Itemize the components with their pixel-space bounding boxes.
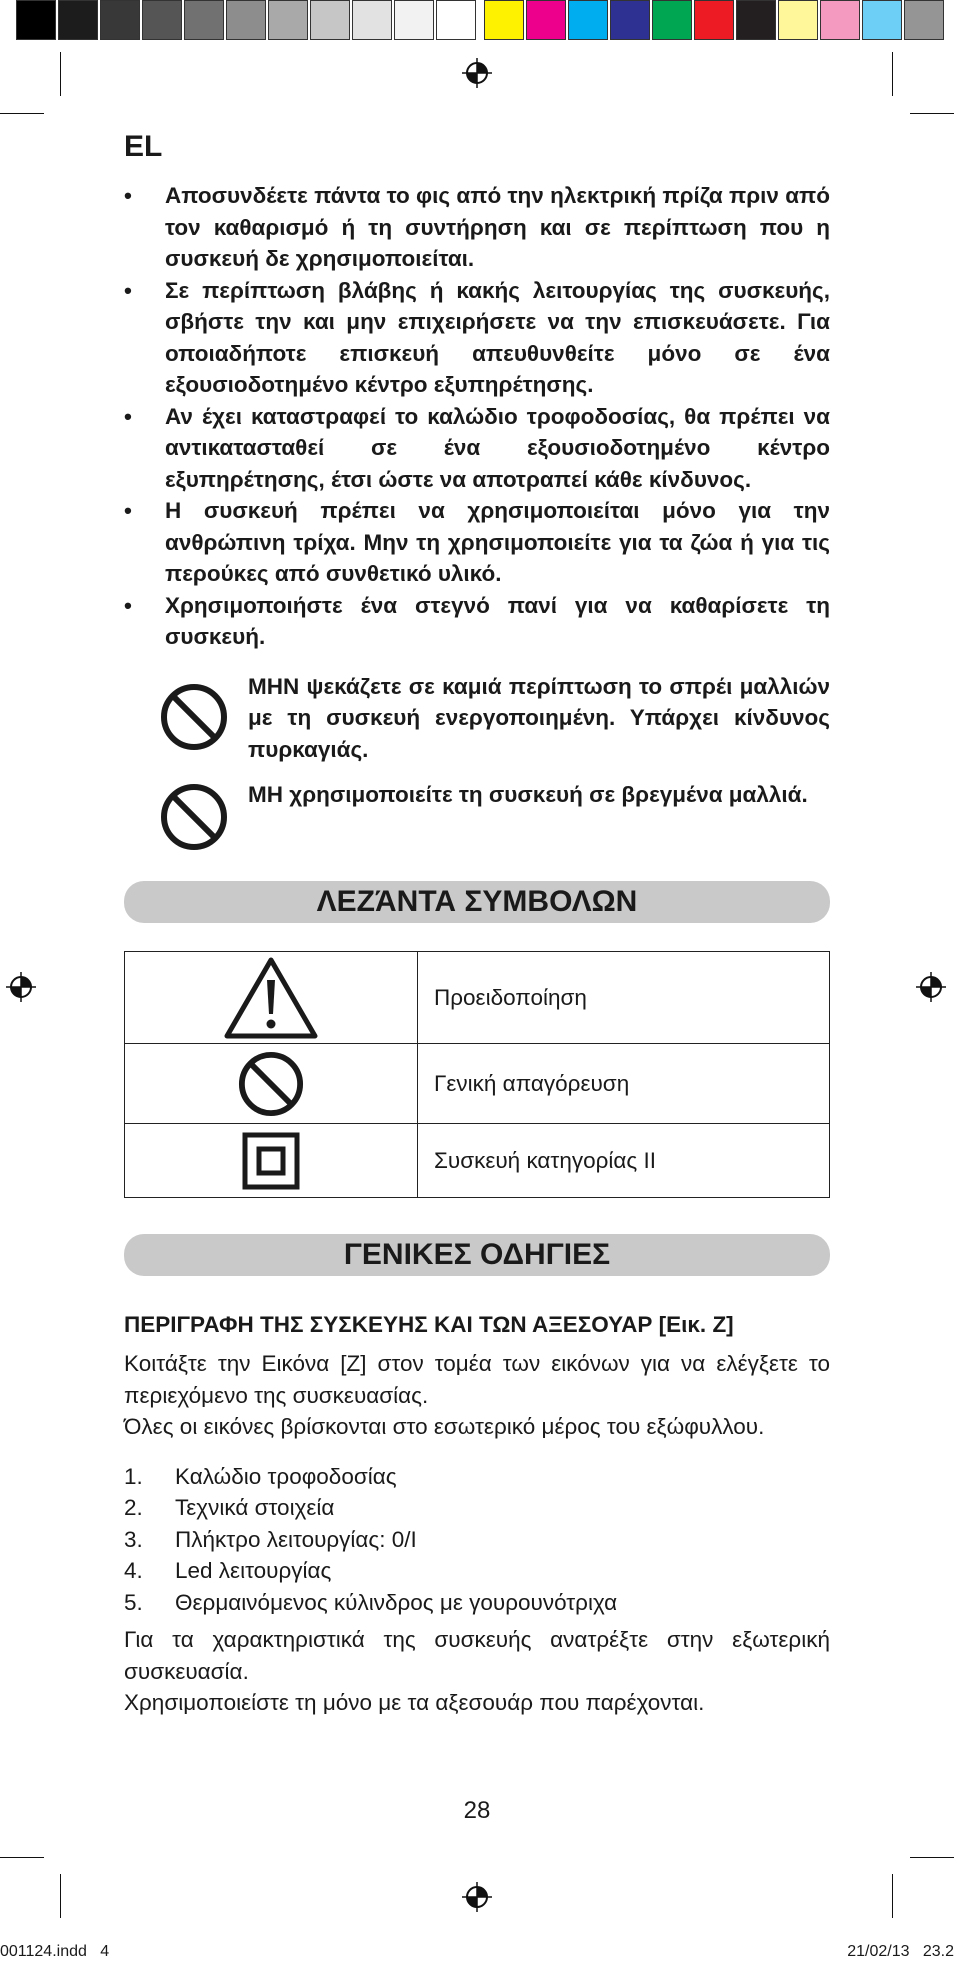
- list-number: 5.: [124, 1589, 143, 1615]
- crop-mark: [892, 1874, 893, 1918]
- color-swatch: [394, 0, 434, 40]
- table-row: [125, 952, 830, 1044]
- section-title-symbols: ΛΕΖΆΝΤΑ ΣΥΜΒΟΛΩΝ: [124, 881, 830, 923]
- list-item: [124, 1587, 830, 1619]
- prohibition-icon: [160, 783, 228, 851]
- color-swatch: [526, 0, 566, 40]
- color-swatch: [268, 0, 308, 40]
- bullet-item: • Αν έχει καταστραφεί το καλώδιο τροφοδοσίας, θα πρέπει να αντικατασταθεί σε ένα εξουσιοδοτημένο κέντρο εξυπηρέτησης, έτσι ώστε να αποτραπεί κάθε κίνδυνος.: [124, 401, 830, 496]
- color-swatch: [16, 0, 56, 40]
- list-text: Θερμαινόμενος κύλινδρος με γουρουνότριχα: [175, 1589, 618, 1615]
- bullet-item: • Η συσκευή πρέπει να χρησιμοποιείται μόνο για την ανθρώπινη τρίχα. Μην τη χρησιμοποιείτε για τα ζώα ή για τις περούκες από συνθετικό υλικό.: [124, 495, 830, 590]
- section-title-general: ΓΕΝΙΚΕΣ ΟΔΗΓΙΕΣ: [124, 1234, 830, 1276]
- warning-text: ΜΗΝ ψεκάζετε σε καμιά περίπτωση το σπρέι μαλλιών με τη συσκευή ενεργοποιημένη. Υπάρχει κίνδυνος πυρκαγιάς.: [248, 673, 830, 762]
- color-swatch: [184, 0, 224, 40]
- registration-mark-icon: [6, 972, 36, 1002]
- list-number: 1.: [124, 1463, 143, 1489]
- symbol-description: Συσκευή κατηγορίας II: [418, 1124, 830, 1198]
- bullet-item: • Χρησιμοποιήστε ένα στεγνό πανί για να καθαρίσετε τη συσκευή.: [124, 590, 830, 653]
- bullet-item: • Σε περίπτωση βλάβης ή κακής λειτουργίας της συσκευής, σβήστε την και μην επιχειρήσετε να την επισκευάσετε. Για οποιαδήποτε επισκευή απευθυνθείτε μόνο σε ένα εξουσιοδοτημένο κέντρο εξυπηρέτησης.: [124, 275, 830, 401]
- color-swatch: [820, 0, 860, 40]
- paragraph: Για τα χαρακτηριστικά της συσκευής ανατρέξτε στην εξωτερική συσκευασία.: [124, 1627, 830, 1684]
- prohibition-icon: [238, 1051, 304, 1117]
- list-item: [124, 1492, 830, 1524]
- registration-mark-icon: [916, 972, 946, 1002]
- paragraph: Χρησιμοποιείστε τη μόνο με τα αξεσουάρ που παρέχονται.: [124, 1690, 705, 1715]
- symbol-description: Προειδοποίηση: [418, 952, 830, 1044]
- language-code: EL: [124, 130, 163, 163]
- crop-mark: [910, 113, 954, 114]
- color-swatch: [652, 0, 692, 40]
- crop-mark: [910, 1857, 954, 1858]
- gray-calibration-bar: [16, 0, 478, 42]
- warning-text: ΜΗ χρησιμοποιείτε τη συσκευή σε βρεγμένα μαλλιά.: [248, 782, 808, 807]
- warning-block: [124, 779, 830, 851]
- table-row: [125, 1124, 830, 1198]
- color-swatch: [778, 0, 818, 40]
- color-swatch: [100, 0, 140, 40]
- crop-mark: [0, 113, 44, 114]
- list-item: [124, 1555, 830, 1587]
- list-text: Καλώδιο τροφοδοσίας: [175, 1463, 397, 1489]
- color-swatch: [568, 0, 608, 40]
- list-number: 4.: [124, 1558, 143, 1583]
- crop-mark: [892, 52, 893, 96]
- class-ii-icon: [242, 1132, 300, 1190]
- paragraph: Όλες οι εικόνες βρίσκονται στο εσωτερικό μέρος του εξώφυλλου.: [124, 1414, 765, 1439]
- crop-mark: [60, 52, 61, 96]
- list-text: Πλήκτρο λειτουργίας: 0/I: [175, 1526, 417, 1552]
- list-item: [124, 1461, 830, 1493]
- list-number: 3.: [124, 1526, 143, 1552]
- page-content: [124, 130, 830, 1719]
- prohibition-icon: [160, 683, 228, 751]
- symbol-cell: [125, 1044, 418, 1124]
- parts-list: [124, 1461, 830, 1619]
- color-swatch: [226, 0, 266, 40]
- color-swatch: [694, 0, 734, 40]
- color-calibration-bar: [484, 0, 946, 42]
- color-swatch: [610, 0, 650, 40]
- color-swatch: [310, 0, 350, 40]
- registration-mark-icon: [462, 58, 492, 88]
- color-swatch: [142, 0, 182, 40]
- color-swatch: [736, 0, 776, 40]
- color-swatch: [436, 0, 476, 40]
- subheading: ΠΕΡΙΓΡΑΦΗ ΤΗΣ ΣΥΣΚΕΥΗΣ ΚΑΙ ΤΩΝ ΑΞΕΣΟΥΑΡ [Εικ. Ζ]: [124, 1312, 734, 1337]
- color-swatch: [904, 0, 944, 40]
- crop-mark: [0, 1857, 44, 1858]
- color-swatch: [58, 0, 98, 40]
- safety-bullet-list: [124, 180, 830, 653]
- list-item: [124, 1524, 830, 1556]
- color-swatch: [484, 0, 524, 40]
- registration-mark-icon: [462, 1882, 492, 1912]
- list-text: Τεχνικά στοιχεία: [175, 1495, 335, 1520]
- footer-timestamp: 21/02/13 23.2: [847, 1943, 954, 1960]
- warning-block: [124, 671, 830, 766]
- list-number: 2.: [124, 1495, 143, 1520]
- symbol-cell: [125, 952, 418, 1044]
- warning-triangle-icon: [223, 956, 319, 1040]
- color-swatch: [862, 0, 902, 40]
- symbols-table: [124, 951, 830, 1198]
- page-number: 28: [463, 1797, 491, 1824]
- bullet-item: • Αποσυνδέετε πάντα το φις από την ηλεκτρική πρίζα πριν από τον καθαρισμό ή τη συντήρηση και σε περίπτωση που η συσκευή δε χρησιμοποιείται.: [124, 180, 830, 275]
- color-swatch: [352, 0, 392, 40]
- symbol-cell: [125, 1124, 418, 1198]
- list-text: Led λειτουργίας: [175, 1558, 332, 1583]
- crop-mark: [60, 1874, 61, 1918]
- footer-file-slug: 001124.indd 4: [0, 1943, 110, 1960]
- table-row: [125, 1044, 830, 1124]
- symbol-description: Γενική απαγόρευση: [418, 1044, 830, 1124]
- paragraph: Κοιτάξτε την Εικόνα [Ζ] στον τομέα των εικόνων για να ελέγξετε το περιεχόμενο της συσκευασίας.: [124, 1351, 830, 1408]
